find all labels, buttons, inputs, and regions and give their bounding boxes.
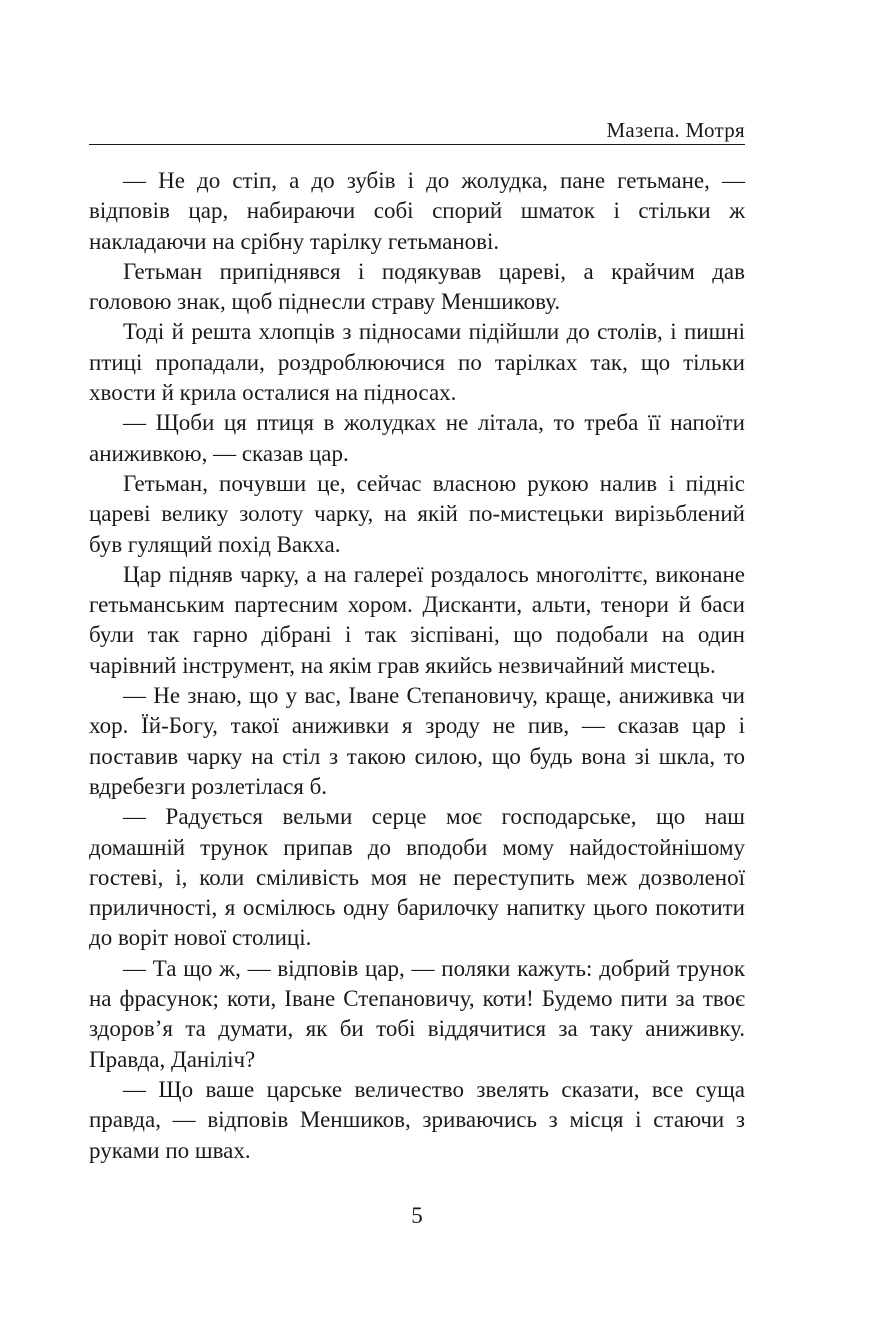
paragraph: — Що ваше царське величество звелять сказати, все суща правда, — відповів Меншиков, зриваючись з місця і стаючи з руками по швах. — [89, 1076, 745, 1163]
paragraph: — Щоби ця птиця в жолудках не літала, то треба її напоїти аниживкою, — сказав цар. — [89, 410, 745, 466]
paragraph: — Не знаю, що у вас, Іване Степановичу, краще, аниживка чи хор. Їй-Богу, такої аниживки я зроду не пив, — сказав цар і поставив чарку на стіл з такою силою, що будь вона зі шкла, то вдребезги розлетілася б. — [89, 683, 745, 799]
text-body — [89, 166, 745, 1166]
header-rule — [89, 144, 745, 145]
paragraph: Гетьман припіднявся і подякував цареві, а крайчим дав головою знак, щоб піднесли страву Меншикову. — [89, 258, 745, 315]
running-header: Мазепа. Мотря — [606, 118, 745, 142]
paragraph: — Та що ж, — відповів цар, — поляки кажуть: добрий трунок на фрасунок; коти, Іване Степановичу, коти! Будемо пити за твоє здоров’я та думати, як би тобі віддячитися за таку аниживку. Правда, Даніліч? — [89, 955, 745, 1072]
page-number: 5 — [411, 1203, 423, 1228]
paragraph: — Радується вельми серце моє господарське, що наш домашній трунок припав до вподоби мому найдостойнішому гостеві, і, коли сміливість моя не переступить меж дозволеної приличності, я осмілюсь одну барилочку напитку цього покотити до воріт нової столиці. — [89, 804, 745, 951]
paragraph: Тоді й решта хлопців з підносами підійшли до столів, і пишні птиці пропадали, роздроблюючися по тарілках так, що тільки хвости й крила осталися на підносах. — [89, 319, 745, 406]
paragraph: Гетьман, почувши це, сейчас власною рукою налив і підніс цареві велику золоту чарку, на якій по-мистецьки вирізьблений був гулящий похід Вакха. — [89, 470, 745, 557]
paragraph: Цар підняв чарку, а на галереї роздалось многоліттє, виконане гетьманським партесним хором. Дисканти, альти, тенори й баси були так гарно дібрані і так зіспівані, що подобали на один чарівний інструмент, на якім грав якийсь незвичайний мистець. — [89, 561, 745, 678]
paragraph: — Не до стіп, а до зубів і до жолудка, пане гетьмане, — відповів цар, набираючи собі спорий шматок і стільки ж накладаючи на срібну тарілку гетьманові. — [89, 168, 745, 254]
